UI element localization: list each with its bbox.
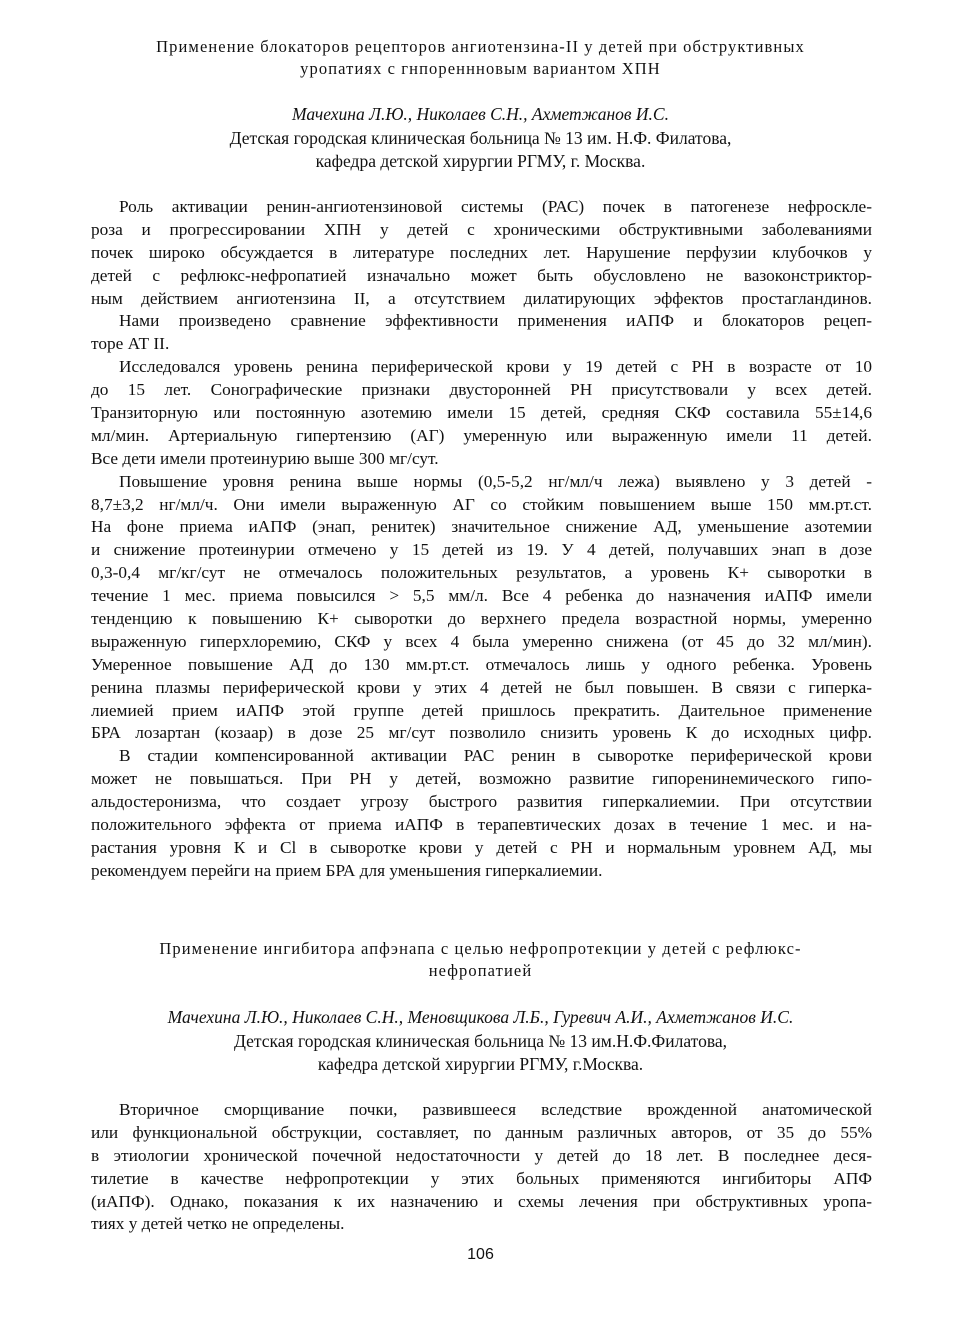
body-line: 0,3-0,4 мг/кг/сут не отмечалось положительных результатов, а уровень К+ сыворотки в — [91, 563, 872, 583]
body-line: (иАПФ). Однако, показания к их назначению и схемы лечения при обструктивных уропа- — [91, 1191, 872, 1211]
article1-title-line: Применение блокаторов рецепторов ангиотензина-II у детей при обструктивных — [156, 37, 805, 56]
body-line: ным действием ангиотензина II, а отсутствием дилатирующих эффектов простагландинов. — [91, 288, 872, 308]
article2-body — [91, 1099, 872, 1236]
body-line: или функциональной обструкции, составляет, по данным различных авторов, от 35 до 55% — [91, 1122, 872, 1142]
body-line: Повышение уровня ренина выше нормы (0,5-5,2 нг/мл/ч лежа) выявлено у 3 детей - — [119, 471, 872, 491]
body-line: рекомендуем перейги на прием БРА для уменьшения гиперкалиемии. — [91, 860, 603, 880]
body-line: Роль активации ренин-ангиотензиновой системы (РАС) почек в патогенезе нефроскле- — [119, 197, 872, 216]
body-line: лиемией прием иАПФ этой группе детей пришлось прекратить. Даительное применение — [91, 700, 872, 720]
article2-title-line: нефропатией — [428, 961, 533, 980]
article2-authors: Мачехина Л.Ю., Николаев С.Н., Меновщикова Л.Б., Гуревич А.И., Ахметжанов И.С. — [167, 1007, 794, 1027]
body-line: В стадии компенсированной активации РАС ренин в сыворотке периферической крови — [119, 746, 872, 766]
article2-title — [90, 938, 871, 982]
article1-affiliation-line: Детская городская клиническая больница № 13 им. Н.Ф. Филатова, — [229, 128, 732, 148]
body-line: Умеренное повышение АД до 130 мм.рт.ст. отмечалось лишь у одного ребенка. Уровень — [91, 654, 872, 674]
body-line: растания уровня К и Cl в сыворотке крови у детей с РН и нормальным уровнем АД, мы — [91, 837, 872, 857]
body-line: тенденцию к повышению К+ сыворотки до верхнего предела возрастной нормы, умеренно — [91, 609, 872, 629]
body-line: положительного эффекта от приема иАПФ в терапевтических дозах в течение 1 мес. и на- — [91, 815, 872, 835]
body-line: до 15 лет. Сонографические признаки двусторонней РН присутствовали у всех детей. — [91, 380, 872, 400]
body-line: тилетие в качестве нефропротекции у этих больных применяются ингибиторы АПФ — [91, 1168, 872, 1188]
body-line: Исследовался уровень ренина периферической крови у 19 детей с РН в возрасте от 10 — [119, 357, 872, 377]
article1-title-line: уропатиях с гнпоренннoвым вариантом ХПН — [300, 59, 661, 78]
body-line: Вторичное сморщивание почки, развившееся вследствие врожденной анатомической — [119, 1100, 872, 1119]
body-line: торе АТ II. — [91, 334, 170, 354]
article1-affiliation-line: кафедра детской хирургии РГМУ, г. Москва. — [315, 151, 646, 171]
body-line: течение 1 мес. приема повысился > 5,5 мм/л. Все 4 ребенка до назначения иАПФ имели — [91, 586, 872, 606]
article1-title — [90, 36, 871, 80]
body-line: и снижение протеинурии отмечено у 15 детей из 19. У 4 детей, получавших энап в дозе — [91, 540, 872, 560]
body-line: ренина плазмы периферической крови у этих 4 детей не был повышен. В связи с гиперка- — [91, 677, 872, 697]
body-line: альдостеронизма, что создает угрозу быстрого развития гиперкалиемии. При отсутствии — [91, 792, 872, 812]
body-line: Все дети имели протеинурию выше 300 мг/сут. — [91, 448, 439, 468]
body-line: роза и прогрессировании ХПН у детей с хроническими обструктивными заболеваниями — [91, 219, 872, 239]
body-line: почек широко обсуждается в литературе последних лет. Нарушение перфузии клубочков у — [91, 242, 872, 262]
body-line: мл/мин. Артериальную гипертензию (АГ) умеренную или выраженную имели 11 детей. — [91, 425, 872, 445]
body-line: может не повышаться. При РН у детей, возможно развитие гипоренинемического гипо- — [91, 769, 872, 789]
body-line: На фоне приема иАПФ (энап, ренитек) значительное снижение АД, уменьшение азотемии — [91, 517, 872, 537]
body-line: выраженную гиперхлоремию, СКФ у всех 4 была умеренно снижена (от 45 до 32 мл/мин). — [91, 631, 872, 651]
page-number: 106 — [467, 1246, 494, 1263]
article2-affiliation-line: Детская городская клиническая больница № 13 им.Н.Ф.Филатова, — [233, 1031, 728, 1051]
body-line: тиях у детей четко не определены. — [91, 1214, 345, 1234]
article1-body — [91, 196, 872, 883]
article2-title-line: Применение ингибитора апфэнапа с целью нефропротекции у детей с рефлюкс- — [159, 939, 802, 958]
article2-affiliation-line: кафедра детской хирургии РГМУ, г.Москва. — [317, 1054, 644, 1074]
body-line: Транзиторную или постоянную азотемию имели 15 детей, средняя СКФ составила 55±14,6 — [91, 403, 872, 423]
body-line: детей с рефлюкс-нефропатией изначально может быть обусловлено не вазоконстриктор- — [91, 265, 872, 285]
body-line: БРА лозартан (козаар) в дозе 25 мг/сут позволило снизить уровень К до исходных цифр. — [91, 723, 872, 743]
article1-authors: Мачехина Л.Ю., Николаев С.Н., Ахметжанов И.С. — [292, 104, 669, 124]
body-line: Нами произведено сравнение эффективности применения иАПФ и блокаторов рецеп- — [119, 311, 872, 331]
body-line: в этиологии хронической почечной недостаточности у детей до 18 лет. В последнее деся- — [91, 1145, 872, 1165]
body-line: 8,7±3,2 нг/мл/ч. Они имели выраженную АГ со стойким повышением выше 150 мм.рт.ст. — [91, 494, 872, 514]
